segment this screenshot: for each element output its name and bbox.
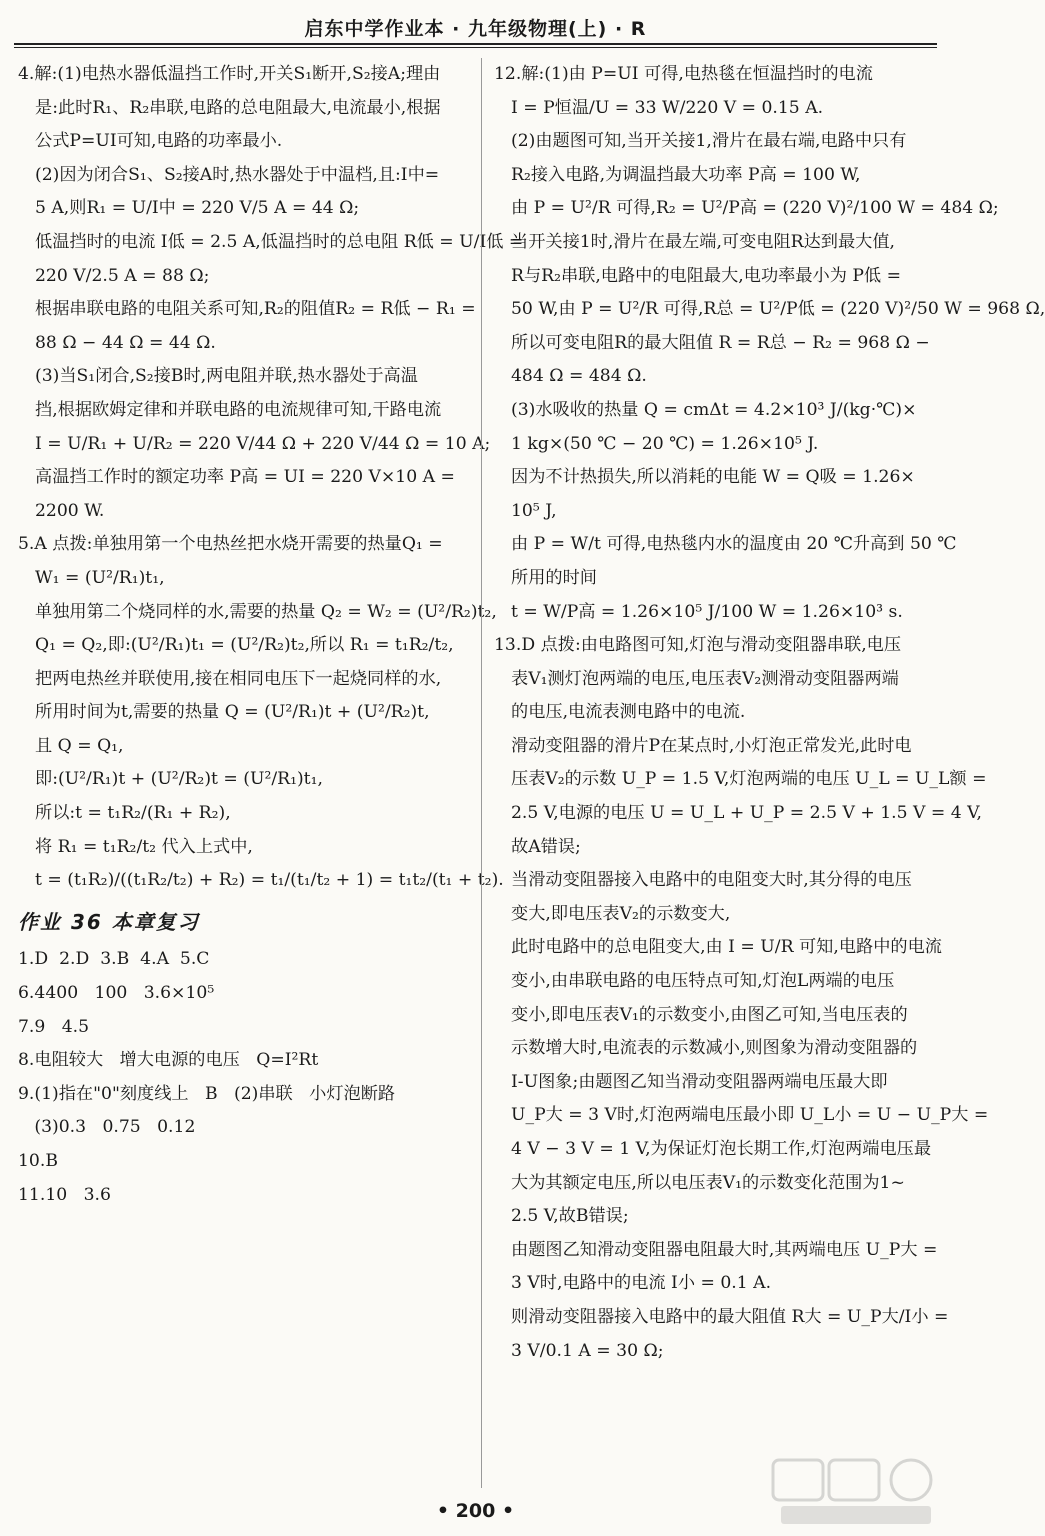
left-column-line: 挡,根据欧姆定律和并联电路的电流规律可知,干路电流: [35, 399, 442, 420]
right-column-line: 2.5 V,故B错误;: [511, 1206, 629, 1227]
right-column-line: 的电压,电流表测电路中的电流.: [511, 702, 746, 723]
answer-line: 11.10 3.6: [18, 1184, 111, 1205]
left-column-line: 220 V/2.5 A = 88 Ω;: [35, 265, 210, 286]
right-column-line: 变小,由串联电路的电压特点可知,灯泡L两端的电压: [511, 971, 895, 992]
right-column-line: 50 W,由 P = U²/R 可得,R总 = U²/P低 = (220 V)²/50 W = 968 Ω,: [511, 299, 1045, 320]
left-column-line: 4.解:(1)电热水器低温挡工作时,开关S₁断开,S₂接A;理由: [18, 64, 441, 84]
answer-line: (3)0.3 0.75 0.12: [18, 1117, 196, 1138]
watermark-logo: [771, 1458, 941, 1528]
answer-line: 1.D 2.D 3.B 4.A 5.C: [18, 949, 210, 970]
right-column-line: 示数增大时,电流表的示数减小,则图象为滑动变阻器的: [511, 1038, 918, 1059]
right-column-line: 1 kg×(50 ℃ − 20 ℃) = 1.26×10⁵ J.: [511, 433, 819, 454]
right-column-line: 则滑动变阻器接入电路中的最大阻值 R大 = U_P大/I小 =: [511, 1306, 949, 1327]
right-column-line: 变大,即电压表V₂的示数变大,: [511, 903, 731, 924]
right-column-line: 3 V/0.1 A = 30 Ω;: [511, 1340, 664, 1361]
right-column: [494, 58, 1045, 1368]
left-column-line: 单独用第二个烧同样的水,需要的热量 Q₂ = W₂ = (U²/R₂)t₂,: [35, 601, 497, 622]
right-column-line: 滑动变阻器的滑片P在某点时,小灯泡正常发光,此时电: [511, 735, 912, 756]
section-title: 作业 36 本章复习: [18, 909, 200, 934]
answer-line: 9.(1)指在"0"刻度线上 B (2)串联 小灯泡断路: [18, 1083, 396, 1104]
answer-line: 6.4400 100 3.6×10⁵: [18, 983, 215, 1004]
right-column-line: 由 P = W/t 可得,电热毯内水的温度由 20 ℃升高到 50 ℃: [511, 534, 957, 555]
right-column-line: R与R₂串联,电路中的电阻最大,电功率最小为 P低 =: [511, 265, 901, 286]
left-column-line: 公式P=UI可知,电路的功率最小.: [35, 131, 283, 152]
left-column-line: 2200 W.: [35, 500, 105, 521]
right-column-line: 10⁵ J,: [511, 500, 557, 521]
right-column-line: 变小,即电压表V₁的示数变小,由图乙可知,当电压表的: [511, 1004, 908, 1025]
right-column-line: 由题图乙知滑动变阻器电阻最大时,其两端电压 U_P大 =: [511, 1239, 938, 1260]
left-column-line: (2)因为闭合S₁、S₂接A时,热水器处于中温档,且:I中=: [35, 164, 440, 185]
left-column-line: Q₁ = Q₂,即:(U²/R₁)t₁ = (U²/R₂)t₂,所以 R₁ = t₁R₂/t₂,: [35, 635, 454, 656]
left-column-line: (3)当S₁闭合,S₂接B时,两电阻并联,热水器处于高温: [35, 366, 418, 387]
answer-line: 10.B: [18, 1151, 58, 1171]
left-column-line: 低温挡时的电流 I低 = 2.5 A,低温挡时的总电阻 R低 = U/I低 =: [35, 231, 524, 252]
column-divider: [481, 58, 482, 1488]
left-column-line: 即:(U²/R₁)t + (U²/R₂)t = (U²/R₁)t₁,: [35, 769, 323, 790]
left-column-line: t = (t₁R₂)/((t₁R₂/t₂) + R₂) = t₁/(t₁/t₂ + 1) = t₁t₂/(t₁ + t₂).: [35, 870, 504, 891]
left-column-line: 根据串联电路的电阻关系可知,R₂的阻值R₂ = R低 − R₁ =: [35, 299, 476, 320]
header-rule-thin: [14, 47, 937, 48]
left-column-line: 88 Ω − 44 Ω = 44 Ω.: [35, 332, 216, 353]
right-column-line: 2.5 V,电源的电压 U = U_L + U_P = 2.5 V + 1.5 V = 4 V,: [511, 803, 983, 824]
right-column-line: U_P大 = 3 V时,灯泡两端电压最小即 U_L小 = U − U_P大 =: [511, 1105, 989, 1126]
left-column-line: 所用时间为t,需要的热量 Q = (U²/R₁)t + (U²/R₂)t,: [35, 702, 430, 723]
left-column-line: 且 Q = Q₁,: [35, 735, 124, 756]
right-column-line: 大为其额定电压,所以电压表V₁的示数变化范围为1~: [511, 1172, 905, 1193]
right-column-line: 表V₁测灯泡两端的电压,电压表V₂测滑动变阻器两端: [511, 668, 899, 689]
left-column-line: 将 R₁ = t₁R₂/t₂ 代入上式中,: [35, 836, 253, 857]
right-column-line: I = P恒温/U = 33 W/220 V = 0.15 A.: [511, 97, 824, 118]
left-column-line: 把两电热丝并联使用,接在相同电压下一起烧同样的水,: [35, 668, 442, 689]
page-header-title: 启东中学作业本 · 九年级物理(上) · R: [304, 18, 647, 40]
right-column-line: 所以可变电阻R的最大阻值 R = R总 − R₂ = 968 Ω −: [511, 332, 930, 353]
left-column-line: 5 A,则R₁ = U/I中 = 220 V/5 A = 44 Ω;: [35, 198, 360, 219]
right-column-line: R₂接入电路,为调温挡最大功率 P高 = 100 W,: [511, 164, 861, 185]
right-column-line: 由 P = U²/R 可得,R₂ = U²/P高 = (220 V)²/100 W = 484 Ω;: [511, 198, 999, 219]
answer-line: 7.9 4.5: [18, 1016, 90, 1037]
right-column-line: 因为不计热损失,所以消耗的电能 W = Q吸 = 1.26×: [511, 467, 915, 488]
right-column-line: 所用的时间: [511, 567, 597, 588]
left-column-line: I = U/R₁ + U/R₂ = 220 V/44 Ω + 220 V/44 Ω = 10 A;: [35, 433, 491, 454]
right-column-line: 13.D 点拨:由电路图可知,灯泡与滑动变阻器串联,电压: [494, 635, 902, 656]
left-column-line: 是:此时R₁、R₂串联,电路的总电阻最大,电流最小,根据: [35, 97, 441, 118]
left-column-line: 所以:t = t₁R₂/(R₁ + R₂),: [35, 803, 231, 824]
right-column-line: 3 V时,电路中的电流 I小 = 0.1 A.: [511, 1273, 772, 1294]
left-column-line: W₁ = (U²/R₁)t₁,: [35, 567, 165, 588]
left-column-line: 5.A 点拨:单独用第一个电热丝把水烧开需要的热量Q₁ =: [18, 534, 443, 555]
right-column-line: 当开关接1时,滑片在最左端,可变电阻R达到最大值,: [511, 231, 896, 252]
header-rule: [14, 43, 937, 45]
right-column-line: I-U图象;由题图乙知当滑动变阻器两端电压最大即: [511, 1071, 888, 1092]
right-column-line: 故A错误;: [511, 836, 581, 857]
answer-line: 8.电阻较大 增大电源的电压 Q=I²Rt: [18, 1050, 319, 1071]
left-column-line: 高温挡工作时的额定功率 P高 = UI = 220 V×10 A =: [35, 467, 455, 488]
right-column-line: 此时电路中的总电阻变大,由 I = U/R 可知,电路中的电流: [511, 937, 942, 958]
left-column: [18, 58, 524, 1212]
right-column-line: 12.解:(1)由 P=UI 可得,电热毯在恒温挡时的电流: [494, 64, 873, 84]
right-column-line: 压表V₂的示数 U_P = 1.5 V,灯泡两端的电压 U_L = U_L额 =: [511, 769, 987, 790]
page-number: • 200 •: [436, 1500, 515, 1522]
right-column-line: 4 V − 3 V = 1 V,为保证灯泡长期工作,灯泡两端电压最: [511, 1139, 932, 1159]
right-column-line: (3)水吸收的热量 Q = cmΔt = 4.2×10³ J/(kg·℃)×: [511, 399, 917, 420]
right-column-line: 当滑动变阻器接入电路中的电阻变大时,其分得的电压: [511, 870, 912, 891]
right-column-line: (2)由题图可知,当开关接1,滑片在最右端,电路中只有: [511, 131, 907, 152]
right-column-line: t = W/P高 = 1.26×10⁵ J/100 W = 1.26×10³ s.: [511, 601, 903, 622]
right-column-line: 484 Ω = 484 Ω.: [511, 366, 647, 387]
